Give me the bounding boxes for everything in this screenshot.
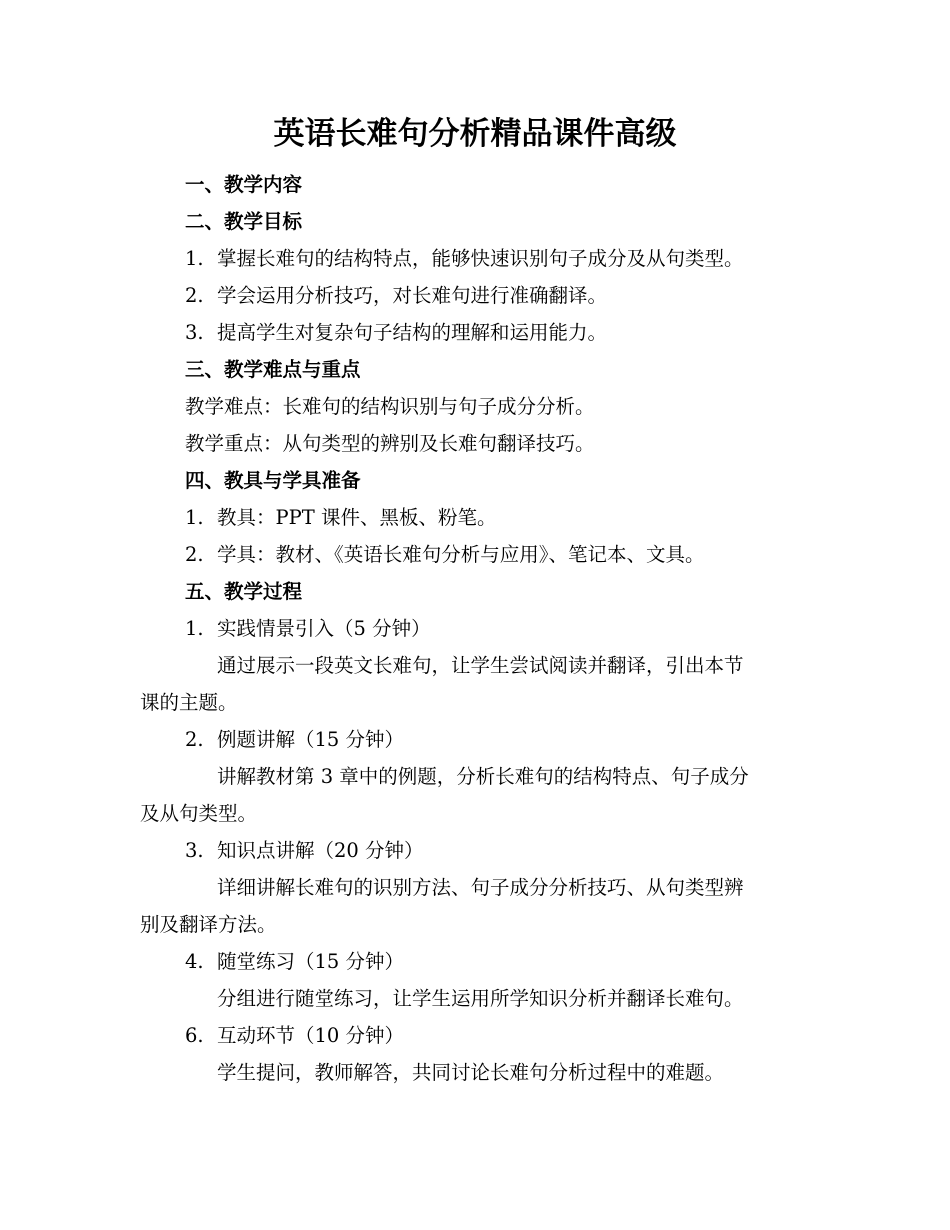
document-title: 英语长难句分析精品课件高级 — [273, 116, 677, 152]
process-step-description: 学生提问，教师解答，共同讨论长难句分析过程中的难题。 — [217, 1061, 725, 1084]
process-step-title — [185, 948, 404, 976]
step-number: 3. — [185, 839, 204, 862]
step-number: 6. — [185, 1024, 204, 1047]
process-step-title — [185, 615, 431, 643]
step-title: 知识点讲解（20 分钟） — [217, 839, 424, 862]
focus-text: 教学重点：从句类型的辨别及长难句翻译技巧。 — [185, 432, 595, 455]
process-step-description: 通过展示一段英文长难句，让学生尝试阅读并翻译，引出本节 — [217, 654, 744, 677]
section-heading-materials: 四、教具与学具准备 — [185, 469, 361, 492]
step-title: 随堂练习（15 分钟） — [217, 950, 405, 973]
process-step-description: 详细讲解长难句的识别方法、句子成分分析技巧、从句类型辨 — [217, 876, 744, 899]
objective-item — [185, 245, 744, 273]
item-text: 教具：PPT 课件、黑板、粉笔。 — [217, 506, 497, 529]
process-step-description-continued: 课的主题。 — [140, 691, 238, 714]
item-number: 2. — [185, 284, 204, 307]
item-text: 提高学生对复杂句子结构的理解和运用能力。 — [217, 321, 608, 344]
difficulty-text: 教学难点：长难句的结构识别与句子成分分析。 — [185, 395, 595, 418]
step-title: 互动环节（10 分钟） — [217, 1024, 405, 1047]
material-item — [185, 504, 496, 532]
step-title: 例题讲解（15 分钟） — [217, 728, 405, 751]
section-heading-difficulties: 三、教学难点与重点 — [185, 358, 361, 381]
objective-item — [185, 319, 607, 347]
item-text: 学具：教材、《英语长难句分析与应用》、笔记本、文具。 — [217, 543, 705, 566]
process-step-description-continued: 别及翻译方法。 — [140, 913, 277, 936]
step-title: 实践情景引入（5 分钟） — [217, 617, 431, 640]
process-step-title — [185, 726, 404, 754]
section-heading-process: 五、教学过程 — [185, 580, 303, 603]
section-heading-objectives: 二、教学目标 — [185, 210, 303, 233]
step-number: 1. — [185, 617, 204, 640]
item-text: 学会运用分析技巧，对长难句进行准确翻译。 — [217, 284, 608, 307]
item-number: 1. — [185, 506, 204, 529]
material-item — [185, 541, 705, 569]
item-number: 2. — [185, 543, 204, 566]
process-step-description: 分组进行随堂练习，让学生运用所学知识分析并翻译长难句。 — [217, 987, 744, 1010]
process-step-title — [185, 1022, 404, 1050]
item-number: 3. — [185, 321, 204, 344]
process-step-title — [185, 837, 424, 865]
step-number: 2. — [185, 728, 204, 751]
item-number: 1. — [185, 247, 204, 270]
process-step-description: 讲解教材第 3 章中的例题，分析长难句的结构特点、句子成分 — [217, 765, 749, 788]
process-step-description-continued: 及从句类型。 — [140, 802, 258, 825]
item-text: 掌握长难句的结构特点，能够快速识别句子成分及从句类型。 — [217, 247, 744, 270]
objective-item — [185, 282, 607, 310]
section-heading-content: 一、教学内容 — [185, 173, 303, 196]
step-number: 4. — [185, 950, 204, 973]
